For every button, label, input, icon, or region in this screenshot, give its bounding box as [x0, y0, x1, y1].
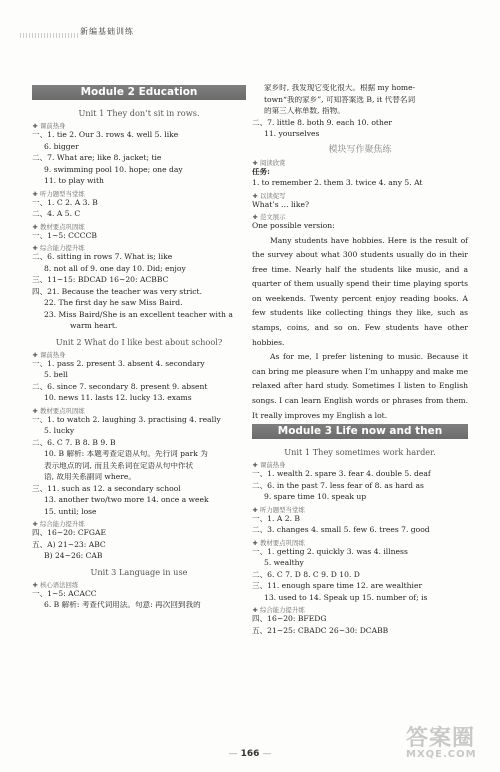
answer-line: 9. spare time 10. speak up [264, 493, 367, 502]
watermark-logo [406, 728, 492, 770]
module-banner: Module 2 Education [32, 85, 246, 100]
answer-line: 一、1. C 2. A 3. B [32, 198, 98, 207]
answer-line: 二、7. little 8. both 9. each 10. other [252, 118, 392, 127]
answer-line: 9. swimming pool 10. hope; one day [44, 165, 183, 174]
page-number: 166 [240, 749, 260, 759]
section-label-text: 范文展示 [260, 213, 286, 221]
answer-line: 6. B 解析: 考查代词用法。句意: 再次回到我的 [44, 601, 201, 609]
unit-title: Unit 3 Language in use [90, 566, 188, 577]
answer-line: 表示地点的词, 而且关系词在定语从句中作状 [44, 461, 194, 470]
section-label-text: 综合能力提升练 [40, 244, 85, 252]
footer-dash-right: — [262, 749, 272, 759]
header-title: 新编基础训练 [80, 27, 134, 36]
answer-line: 一、1. getting 2. quickly 3. was 4. illness [252, 547, 408, 556]
answer-line: 任务: [252, 167, 270, 176]
exercise-section-label [32, 222, 246, 232]
answer-line: 二、4. A 5. C [32, 210, 81, 218]
unit-title: Unit 1 They sometimes work harder. [284, 447, 436, 458]
section-label-text: 教材要点巩固练 [260, 538, 305, 547]
section-label-text: 教材要点巩固练 [40, 222, 85, 231]
answer-line: 一、1. tie 2. Our 3. rows 4. well 5. like [32, 131, 179, 139]
section-label-text: 综合能力提升练 [260, 606, 305, 615]
section-label-text: 以读促写 [260, 191, 286, 200]
exercise-section-label [252, 191, 468, 201]
answer-line: 二、3. changes 4. small 5. few 6. trees 7. good [252, 526, 430, 535]
answer-line: 一、1. to watch 2. laughing 3. practising 4. really [32, 415, 221, 424]
exercise-section-label [252, 212, 468, 222]
watermark-url: MXQE.COM [406, 749, 477, 760]
answer-line: 二、6. in the past 7. less fear of 8. as hard as [252, 481, 424, 490]
answer-line: 13. used to 14. Speak up 15. number of; is [264, 593, 428, 602]
section-label-text: 课前热身 [260, 461, 286, 470]
answer-line: 11. yourselves [264, 130, 320, 138]
answer-line: 10. news 11. lasts 12. lucky 13. exams [44, 394, 192, 402]
answer-line: 四、16~20: BFEDG [252, 615, 327, 624]
watermark-text: 答案圈 [406, 726, 476, 751]
answer-line: 三、11. enough spare time 12. are wealthier [252, 582, 423, 591]
section-plus-icon: ✚ [32, 123, 38, 130]
answer-line: One possible version: [252, 222, 335, 230]
left-column [32, 84, 246, 613]
answer-line: 三、11~15: BDCAD 16~20: ACBBC [32, 276, 169, 284]
section-label-text: 听力题型当堂练 [40, 189, 85, 198]
section-plus-icon: ✚ [252, 214, 258, 221]
answer-line: warm heart. [70, 322, 118, 330]
answer-line: 五、A) 21~23: ABC [32, 540, 106, 549]
section-label-text: 课前热身 [40, 350, 66, 359]
section-plus-icon: ✚ [252, 506, 258, 514]
answer-line: 二、6. C 7. D 8. C 9. D 10. D [252, 570, 360, 579]
unit-title: Unit 2 What do I like best about school? [55, 336, 223, 347]
section-heading: 模块写作聚焦练 [328, 144, 392, 155]
answer-line: 二、6. sitting in rows 7. What is; like [32, 253, 173, 261]
answer-line: 5. lucky [44, 427, 75, 435]
footer-dash-left: — [228, 749, 238, 759]
answer-line: 的第三人称单数, 指物。 [264, 107, 345, 115]
section-plus-icon: ✚ [32, 581, 38, 589]
answer-line: 一、1. wealth 2. spare 3. fear 4. double 5. deaf [252, 470, 431, 479]
exercise-section-label [32, 406, 246, 416]
exercise-section-label [252, 605, 468, 615]
essay-paragraph: As for me, I prefer listening to music. Because it can bring me pleasure when I’m unhappy and make me relaxed after hard study. Sometimes I listen to English songs. I can learn English words or phrases from them. It really improves my English a lot. [252, 352, 468, 420]
header-decoration [20, 33, 80, 38]
exercise-section-label [32, 350, 246, 360]
answer-line: 一、1. pass 2. present 3. absent 4. secondary [32, 359, 205, 368]
answer-line: 四、21. Because the teacher was very strict. [32, 287, 203, 296]
answer-line: 10. B 解析: 本题考查定语从句。先行词 park 为 [44, 450, 208, 458]
section-label-text: 课前热身 [40, 122, 66, 130]
section-plus-icon: ✚ [252, 159, 258, 167]
answer-line: 二、6. C 7. B 8. B 9. B [32, 438, 116, 447]
answer-line: 语, 故用关系副词 where。 [44, 473, 136, 481]
answer-line: 6. bigger [44, 142, 79, 151]
section-plus-icon: ✚ [252, 607, 258, 615]
answer-line: What’s … like? [252, 200, 310, 209]
section-label-text: 听力题型当堂练 [260, 505, 305, 514]
section-plus-icon: ✚ [252, 192, 258, 200]
section-label-text: 教材要点巩固练 [40, 406, 85, 415]
answer-line: 一、1~5: CCCCB [32, 231, 98, 240]
answer-line: 5. bell [44, 371, 68, 379]
exercise-section-label [32, 189, 246, 199]
answer-line: 1. to remember 2. them 3. twice 4. any 5. At [252, 179, 423, 187]
section-plus-icon: ✚ [32, 351, 38, 359]
answer-line: 13. another two/two more 14. once a week [44, 496, 209, 504]
section-plus-icon: ✚ [252, 539, 258, 547]
exercise-section-label [32, 580, 246, 590]
exercise-section-label [252, 460, 468, 470]
answer-line: 22. The first day he saw Miss Baird. [44, 299, 183, 307]
answer-line: 二、6. since 7. secondary 8. present 9. absent [32, 382, 208, 391]
right-column [252, 84, 468, 638]
sample-essay [252, 234, 468, 424]
section-plus-icon: ✚ [32, 245, 38, 252]
exercise-section-label [32, 243, 246, 253]
answer-line: 一、1. A 2. B [252, 514, 300, 523]
answer-line: 15. until; lose [44, 507, 97, 516]
answer-line: 三、11. such as 12. a secondary school [32, 484, 181, 493]
exercise-section-label [32, 519, 246, 529]
section-plus-icon: ✚ [252, 462, 258, 470]
module-banner: Module 3 Life now and then [252, 424, 468, 439]
section-plus-icon: ✚ [32, 223, 38, 231]
answer-line: 五、21~25: CBADC 26~30: DCABB [252, 626, 389, 635]
essay-paragraph: Many students have hobbies. Here is the result of the survey about what 300 students usually do in their free time. Nearly half the students like music, and a quarter of them usually spend their time playing sports on weekends. Twenty percent enjoy reading books. A few students like collecting things they like, such as stamps, coins, and so on. Few students have other hobbies. [252, 235, 468, 347]
exercise-section-label [32, 121, 246, 131]
answer-line: 四、16~20: CFGAE [32, 529, 107, 537]
answer-line: 二、7. What are; like 8. jacket; tie [32, 154, 162, 162]
answer-line: B) 24~26: CAB [44, 552, 103, 560]
answer-line: 11. to play with [44, 177, 104, 185]
book-header [20, 26, 240, 40]
section-plus-icon: ✚ [32, 521, 38, 528]
answer-line: town“我的家乡”, 可知答案选 B, it 代替名词 [264, 95, 416, 104]
answer-line: 8. not all of 9. one day 10. Did; enjoy [44, 264, 186, 273]
answer-line: 家乡时, 我发现它变化很大。根据 my home- [264, 84, 416, 92]
unit-title: Unit 1 They don’t sit in rows. [78, 108, 200, 118]
section-label-text: 阅读欣赏 [260, 158, 286, 167]
answer-line: 一、1~5: ACACC [32, 589, 97, 598]
exercise-section-label [252, 158, 468, 168]
section-label-text: 综合能力提升练 [40, 520, 85, 528]
answer-line: 5. wealthy [264, 559, 304, 568]
section-plus-icon: ✚ [32, 407, 38, 415]
section-label-text: 核心语法回练 [40, 580, 79, 589]
exercise-section-label [252, 505, 468, 515]
answer-line: 23. Miss Baird/She is an excellent teacher with a [44, 310, 233, 319]
section-plus-icon: ✚ [32, 190, 38, 198]
exercise-section-label [252, 538, 468, 548]
